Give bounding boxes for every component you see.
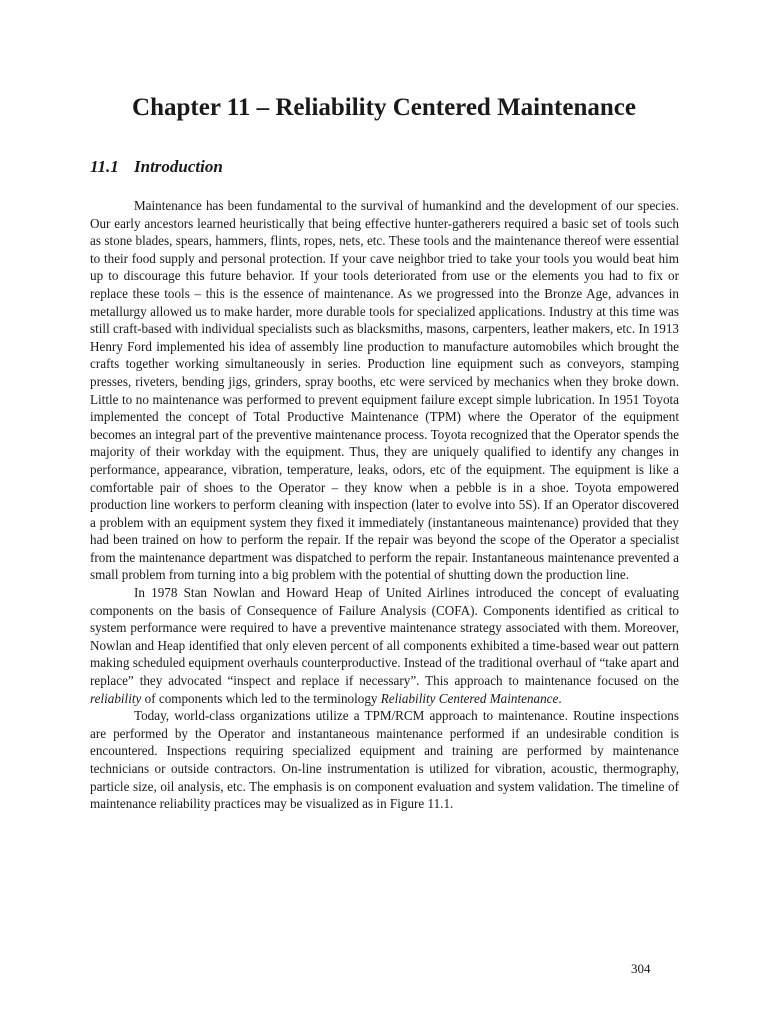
paragraph-2 (90, 584, 679, 707)
paragraph-2-text: In 1978 Stan Nowlan and Howard Heap of United Airlines introduced the concept of evaluating components on the basis of Consequence of Failure Analysis (COFA). Components identified as critical to system performance were required to have a preventive maintenance strategy associated with them. Moreover, Nowlan and Heap identified that only eleven percent of all components exhibited a time-based wear out pattern making scheduled equipment overhauls counterproductive. Instead of the traditional overhaul of “take apart and replace” they advocated “inspect and replace if necessary”. This approach to maintenance focused on the (90, 585, 679, 689)
emphasis-reliability: reliability (90, 690, 142, 706)
section-title: Introduction (134, 157, 223, 176)
section-number: 11.1 (90, 157, 119, 176)
body-text (90, 197, 679, 813)
chapter-title: Chapter 11 – Reliability Centered Maintenance (132, 94, 636, 121)
paragraph-3: Today, world-class organizations utilize a TPM/RCM approach to maintenance. Routine inspections are performed by the Operator and instantaneous maintenance performed if an undesirable condition is encountered. Inspections requiring specialized equipment and training are performed by maintenance technicians or outside contractors. On-line instrumentation is utilized for vibration, acoustic, thermography, particle size, oil analysis, etc. The emphasis is on component evaluation and system validation. The timeline of maintenance reliability practices may be visualized as in Figure 11.1. (90, 708, 679, 812)
emphasis-rcm-term: Reliability Centered Maintenance (380, 690, 559, 706)
paragraph-2-middle: of components which led to the terminology (141, 690, 381, 706)
paragraph-1: Maintenance has been fundamental to the survival of humankind and the development of our species. Our early ancestors learned heuristically that being effective hunter-gatherers required a basic set of tools such as stone blades, spears, hammers, flints, ropes, nets, etc. These tools and the maintenance thereof were essential to their food supply and personal protection. If your cave neighbor tried to take your tools you would beat him up to discourage this future behavior. If your tools deteriorated from use or the elements you had to fix or replace these tools – this is the essence of maintenance. As we progressed into the Bronze Age, advances in metallurgy allowed us to make harder, more durable tools for specialized applications. Industry at this time was still craft-based with individual specialists such as blacksmiths, masons, carpenters, leather makers, etc. In 1913 Henry Ford implemented his idea of assembly line production to manufacture automobiles which brought the crafts together working simultaneously in series. Production line equipment such as conveyors, stamping presses, riveters, bending jigs, grinders, spray booths, etc were serviced by mechanics when they broke down. Little to no maintenance was performed to prevent equipment failure except simple lubrication. In 1951 Toyota implemented the concept of Total Productive Maintenance (TPM) where the Operator of the equipment becomes an integral part of the preventive maintenance process. Toyota recognized that the Operator spends the majority of their workday with the equipment. Thus, they are uniquely qualified to identify any changes in performance, appearance, vibration, temperature, leaks, odors, etc of the equipment. The equipment is like a comfortable pair of shoes to the Operator – they know when a pebble is in a shoe. Toyota empowered production line workers to perform cleaning with inspection (later to evolve into 5S). If an Operator discovered a problem with an equipment system they fixed it immediately (instantaneous maintenance) provided that they had been trained on how to perform the repair. If the repair was beyond the scope of the Operator a specialist from the maintenance department was dispatched to perform the repair. Instantaneous maintenance prevented a small problem from turning into a big problem with the potential of shutting down the production line. (90, 198, 679, 583)
section-heading (90, 156, 223, 178)
paragraph-2-end: . (558, 690, 562, 706)
page-number: 304 (631, 961, 651, 976)
